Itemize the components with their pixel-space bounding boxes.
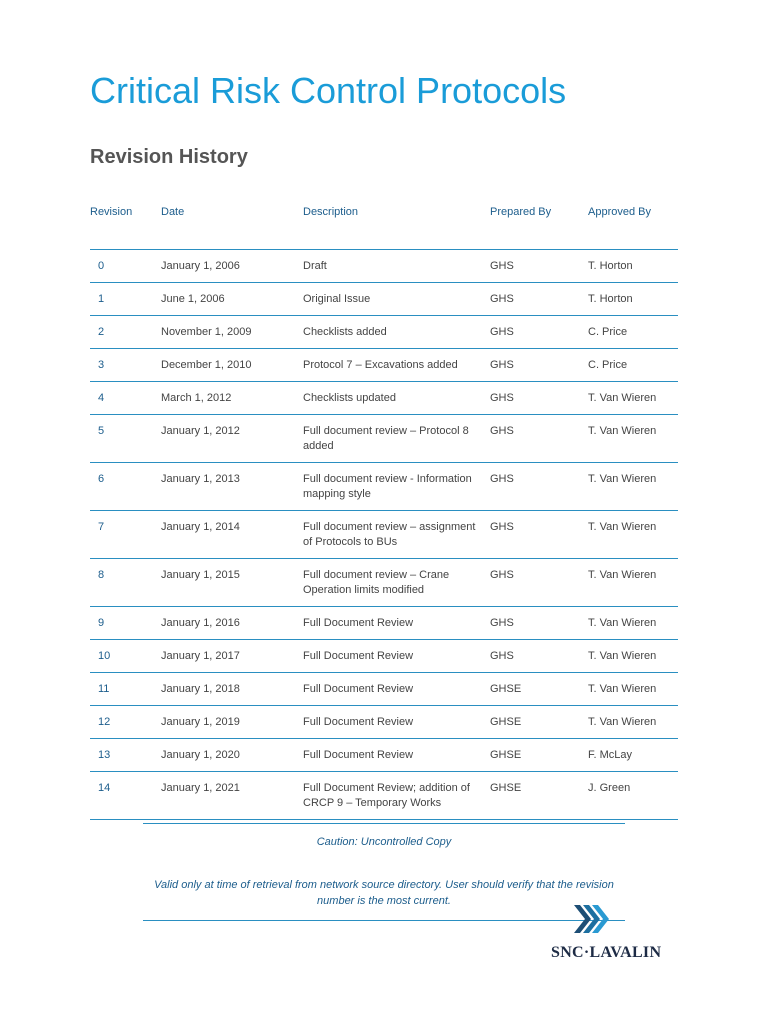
cell-approved-by: C. Price	[588, 349, 678, 382]
cell-date: December 1, 2010	[161, 349, 303, 382]
cell-approved-by: T. Horton	[588, 283, 678, 316]
cell-prepared-by: GHS	[490, 349, 588, 382]
snc-lavalin-chevrons-icon	[570, 900, 610, 938]
cell-prepared-by: GHS	[490, 640, 588, 673]
cell-approved-by: T. Van Wieren	[588, 511, 678, 559]
cell-revision: 3	[90, 349, 161, 382]
cell-prepared-by: GHSE	[490, 739, 588, 772]
company-logo-text: SNC·LAVALIN	[551, 944, 662, 961]
cell-prepared-by: GHS	[490, 316, 588, 349]
table-row	[90, 382, 678, 415]
table-row	[90, 415, 678, 463]
cell-revision: 11	[90, 673, 161, 706]
cell-revision: 14	[90, 772, 161, 820]
cell-description: Full Document Review	[303, 640, 490, 673]
cell-prepared-by: GHS	[490, 250, 588, 283]
cell-description: Full document review – assignment of Protocols to BUs	[303, 511, 490, 559]
cell-date: January 1, 2020	[161, 739, 303, 772]
cell-revision: 7	[90, 511, 161, 559]
validity-note-line-1: Valid only at time of retrieval from network source directory. User should verify that the revision	[154, 879, 614, 891]
cell-prepared-by: GHS	[490, 607, 588, 640]
cell-date: January 1, 2012	[161, 415, 303, 463]
cell-prepared-by: GHS	[490, 283, 588, 316]
cell-prepared-by: GHSE	[490, 706, 588, 739]
cell-date: January 1, 2021	[161, 772, 303, 820]
table-row	[90, 673, 678, 706]
cell-prepared-by: GHS	[490, 382, 588, 415]
cell-approved-by: T. Van Wieren	[588, 607, 678, 640]
cell-date: January 1, 2015	[161, 559, 303, 607]
cell-date: January 1, 2013	[161, 463, 303, 511]
header-prepared-by: Prepared By	[490, 196, 588, 250]
cell-revision: 12	[90, 706, 161, 739]
cell-approved-by: C. Price	[588, 316, 678, 349]
cell-prepared-by: GHS	[490, 511, 588, 559]
cell-revision: 0	[90, 250, 161, 283]
cell-description: Full document review – Protocol 8 added	[303, 415, 490, 463]
revision-history-table	[90, 196, 678, 820]
header-date: Date	[161, 196, 303, 250]
cell-approved-by: T. Van Wieren	[588, 673, 678, 706]
cell-date: January 1, 2016	[161, 607, 303, 640]
table-row	[90, 463, 678, 511]
cell-approved-by: T. Van Wieren	[588, 463, 678, 511]
table-body	[90, 250, 678, 820]
cell-prepared-by: GHS	[490, 463, 588, 511]
cell-description: Full Document Review	[303, 706, 490, 739]
validity-note-line-2: number is the most current.	[317, 895, 451, 907]
table-row	[90, 772, 678, 820]
cell-prepared-by: GHSE	[490, 772, 588, 820]
cell-approved-by: J. Green	[588, 772, 678, 820]
table-header-row	[90, 196, 678, 250]
header-approved-by: Approved By	[588, 196, 678, 250]
cell-description: Full Document Review	[303, 739, 490, 772]
table-row	[90, 511, 678, 559]
cell-revision: 1	[90, 283, 161, 316]
header-description: Description	[303, 196, 490, 250]
cell-revision: 13	[90, 739, 161, 772]
table-row	[90, 607, 678, 640]
cell-description: Full Document Review; addition of CRCP 9 – Temporary Works	[303, 772, 490, 820]
cell-revision: 2	[90, 316, 161, 349]
cell-date: January 1, 2019	[161, 706, 303, 739]
cell-description: Full document review - Information mapping style	[303, 463, 490, 511]
cell-date: March 1, 2012	[161, 382, 303, 415]
cell-description: Full document review – Crane Operation limits modified	[303, 559, 490, 607]
cell-prepared-by: GHS	[490, 559, 588, 607]
cell-date: January 1, 2014	[161, 511, 303, 559]
cell-prepared-by: GHSE	[490, 673, 588, 706]
footer-rule-top	[143, 823, 625, 824]
cell-description: Protocol 7 – Excavations added	[303, 349, 490, 382]
header-revision: Revision	[90, 196, 161, 250]
cell-description: Original Issue	[303, 283, 490, 316]
cell-approved-by: T. Horton	[588, 250, 678, 283]
table-row	[90, 250, 678, 283]
cell-revision: 9	[90, 607, 161, 640]
table-row	[90, 739, 678, 772]
table-row	[90, 349, 678, 382]
cell-revision: 5	[90, 415, 161, 463]
footer-rule-bottom	[143, 920, 625, 921]
cell-date: November 1, 2009	[161, 316, 303, 349]
cell-date: January 1, 2018	[161, 673, 303, 706]
page-title: Critical Risk Control Protocols	[90, 70, 567, 111]
cell-date: June 1, 2006	[161, 283, 303, 316]
cell-revision: 4	[90, 382, 161, 415]
table-row	[90, 559, 678, 607]
cell-date: January 1, 2006	[161, 250, 303, 283]
cell-approved-by: T. Van Wieren	[588, 415, 678, 463]
cell-approved-by: T. Van Wieren	[588, 706, 678, 739]
table-row	[90, 316, 678, 349]
cell-prepared-by: GHS	[490, 415, 588, 463]
cell-approved-by: T. Van Wieren	[588, 382, 678, 415]
cell-description: Draft	[303, 250, 490, 283]
cell-approved-by: F. McLay	[588, 739, 678, 772]
caution-note: Caution: Uncontrolled Copy	[316, 836, 452, 848]
cell-revision: 10	[90, 640, 161, 673]
cell-date: January 1, 2017	[161, 640, 303, 673]
table-row	[90, 706, 678, 739]
validity-note	[143, 877, 625, 909]
cell-revision: 6	[90, 463, 161, 511]
cell-description: Checklists updated	[303, 382, 490, 415]
section-subtitle: Revision History	[90, 146, 248, 168]
cell-description: Checklists added	[303, 316, 490, 349]
cell-description: Full Document Review	[303, 607, 490, 640]
cell-approved-by: T. Van Wieren	[588, 559, 678, 607]
cell-approved-by: T. Van Wieren	[588, 640, 678, 673]
cell-description: Full Document Review	[303, 673, 490, 706]
table-row	[90, 283, 678, 316]
table-row	[90, 640, 678, 673]
cell-revision: 8	[90, 559, 161, 607]
